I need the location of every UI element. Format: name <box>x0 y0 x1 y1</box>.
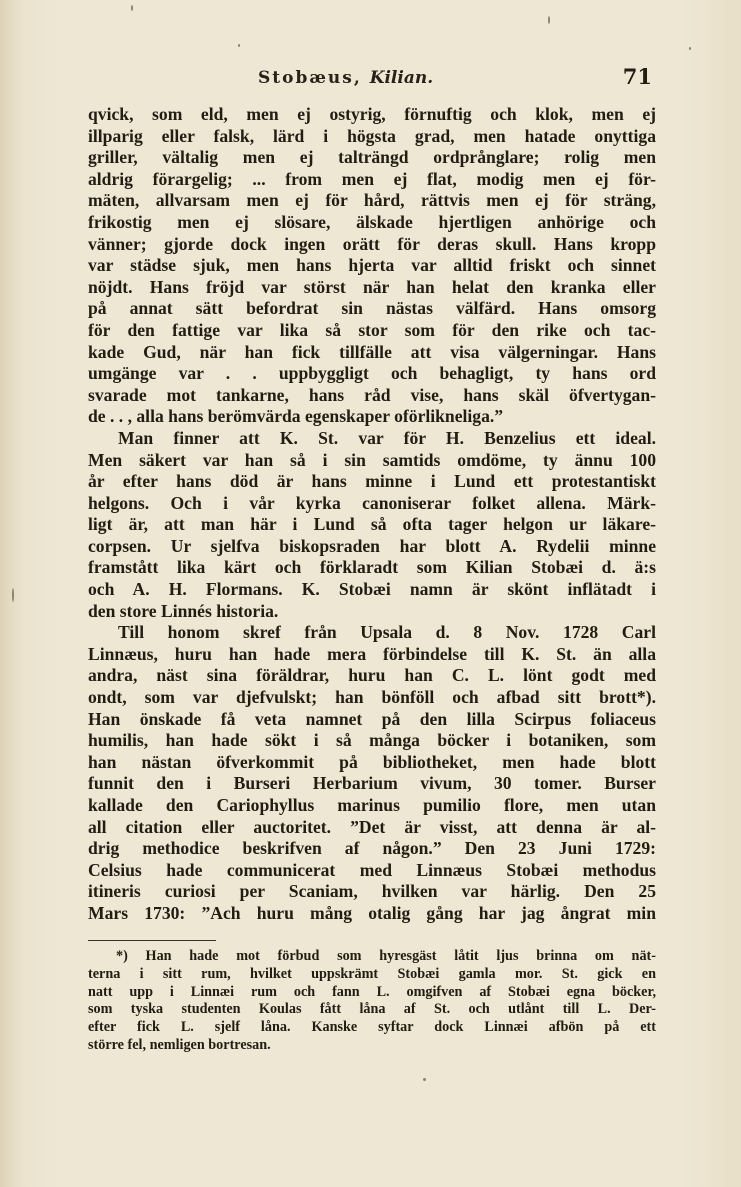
text-line: och A. H. Flormans. K. Stobæi namn är skönt inflätadt i <box>88 579 656 600</box>
footnote-divider <box>88 940 216 941</box>
page-number: 71 <box>622 64 652 89</box>
text-line: han nästan öfverkommit på bibliotheket, men hade blott <box>88 751 656 772</box>
text-line: frikostig men ej slösare, älskade hjertligen anhörige och <box>88 211 656 232</box>
text-line: griller, vältalig men ej talträngd ordprånglare; rolig men <box>88 147 656 168</box>
paper-speck <box>689 47 691 50</box>
text-line: den store Linnés historia. <box>88 600 279 621</box>
text-line: år efter hans död är hans minne i Lund ett protestantiskt <box>88 471 656 492</box>
text-line: framstått lika kärt och förklaradt som Kilian Stobæi d. ä:s <box>88 557 656 578</box>
text-line: funnit den i Burseri Herbarium vivum, 30 tomer. Burser <box>88 773 656 794</box>
paragraph-start-line: Man finner att K. St. var för H. Benzelius ett ideal. <box>118 427 656 448</box>
text-line: kallade den Cariophyllus marinus pumilio flore, men utan <box>88 795 656 815</box>
paper-speck <box>238 44 240 47</box>
running-head-surname: Stobæus, <box>258 68 362 88</box>
text-line: mäten, allvarsam men ej för hård, rättvis men ej för sträng, <box>88 190 656 211</box>
footnote-line: natt upp i Linnæi rum och fann L. omgifven af Stobæi egna böcker, <box>88 983 656 1000</box>
text-line: Han önskade få veta namnet på den lilla Scirpus foliaceus <box>88 708 656 729</box>
footnote-line: större fel, nemligen bortresan. <box>88 1036 271 1053</box>
paper-speck <box>12 588 14 602</box>
footnote-line: som tyska studenten Koulas fått låna af St. och utlånt till L. Der- <box>88 1001 656 1018</box>
running-head-given-name: Kilian. <box>369 68 434 88</box>
text-line: humilis, han hade sökt i så många böcker i botaniken, som <box>88 730 656 751</box>
running-head <box>258 68 433 88</box>
text-line: för den fattige var lika så stor som för den rike och tac- <box>88 319 656 340</box>
text-line: Men säkert var han så i sin samtids omdöme, ty ännu 100 <box>88 449 656 470</box>
page-header <box>88 64 656 94</box>
text-line: kade Gud, när han fick tillfälle att visa välgerningar. Hans <box>88 341 656 362</box>
text-line: itineris curiosi per Scaniam, hvilken var härlig. Den 25 <box>88 881 656 902</box>
text-line: var städse sjuk, men hans hjerta var alltid friskt och sinnet <box>88 255 656 276</box>
text-line: illparig eller falsk, lärd i högsta grad, men hatade onyttiga <box>88 125 656 146</box>
text-line: all citation eller auctoritet. ”Det är visst, att denna är al- <box>88 816 656 837</box>
text-line: umgänge var . . uppbyggligt och behagligt, ty hans ord <box>88 363 656 384</box>
paragraph-start-line: Till honom skref från Upsala d. 8 Nov. 1728 Carl <box>118 622 656 643</box>
footnote-line: terna i sitt rum, hvilket uppskrämt Stobæi gamla mor. St. gick en <box>88 965 656 982</box>
text-line: aldrig förargelig; ... from men ej flat, modig men ej för- <box>88 168 656 189</box>
text-line: Celsius hade communicerat med Linnæus Stobæi methodus <box>88 859 656 880</box>
text-line: Linnæus, huru han hade mera förbindelse till K. St. än alla <box>88 643 656 664</box>
text-line: corpsen. Ur sjelfva biskopsraden har blott A. Rydelii minne <box>88 535 656 556</box>
body-text <box>88 104 656 925</box>
text-line: helgons. Och i vår kyrka canoniserar folket allena. Märk- <box>88 492 656 513</box>
text-line: qvick, som eld, men ej ostyrig, förnuftig och klok, men ej <box>88 104 656 124</box>
paper-speck <box>131 5 133 11</box>
text-line: andra, näst sina föräldrar, huru han C. L. lönt godt med <box>88 665 656 686</box>
text-line: nöjdt. Hans fröjd var störst när han helat den kranka eller <box>88 276 656 297</box>
text-line: Mars 1730: ”Ach huru mång otalig gång har jag ångrat min <box>88 902 656 923</box>
text-line: drig methodice beskrifven af någon.” Den 23 Juni 1729: <box>88 838 656 859</box>
text-line: de . . , alla hans berömvärda egenskaper oförlikneliga.” <box>88 406 504 427</box>
footnote-line: efter fick L. sjelf låna. Kanske syftar dock Linnæi afbön på ett <box>88 1019 656 1036</box>
paper-speck <box>548 16 550 24</box>
text-line: vänner; gjorde dock ingen orätt för deras skull. Hans kropp <box>88 233 656 254</box>
text-line: ligt är, att man här i Lund så ofta tager helgon ur läkare- <box>88 514 656 535</box>
paper-speck <box>423 1078 426 1081</box>
text-line: ondt, som var djefvulskt; han bönföll och afbad sitt brott*). <box>88 687 656 708</box>
footnote <box>88 948 656 1055</box>
text-line: på annat sätt befordrat sin nästas välfärd. Hans omsorg <box>88 298 656 319</box>
text-line: svarade mot tankarne, hans råd vise, hans skäl öfvertygan- <box>88 384 656 405</box>
footnote-line: *) Han hade mot förbud som hyresgäst låtit ljus brinna om nät- <box>116 948 656 964</box>
